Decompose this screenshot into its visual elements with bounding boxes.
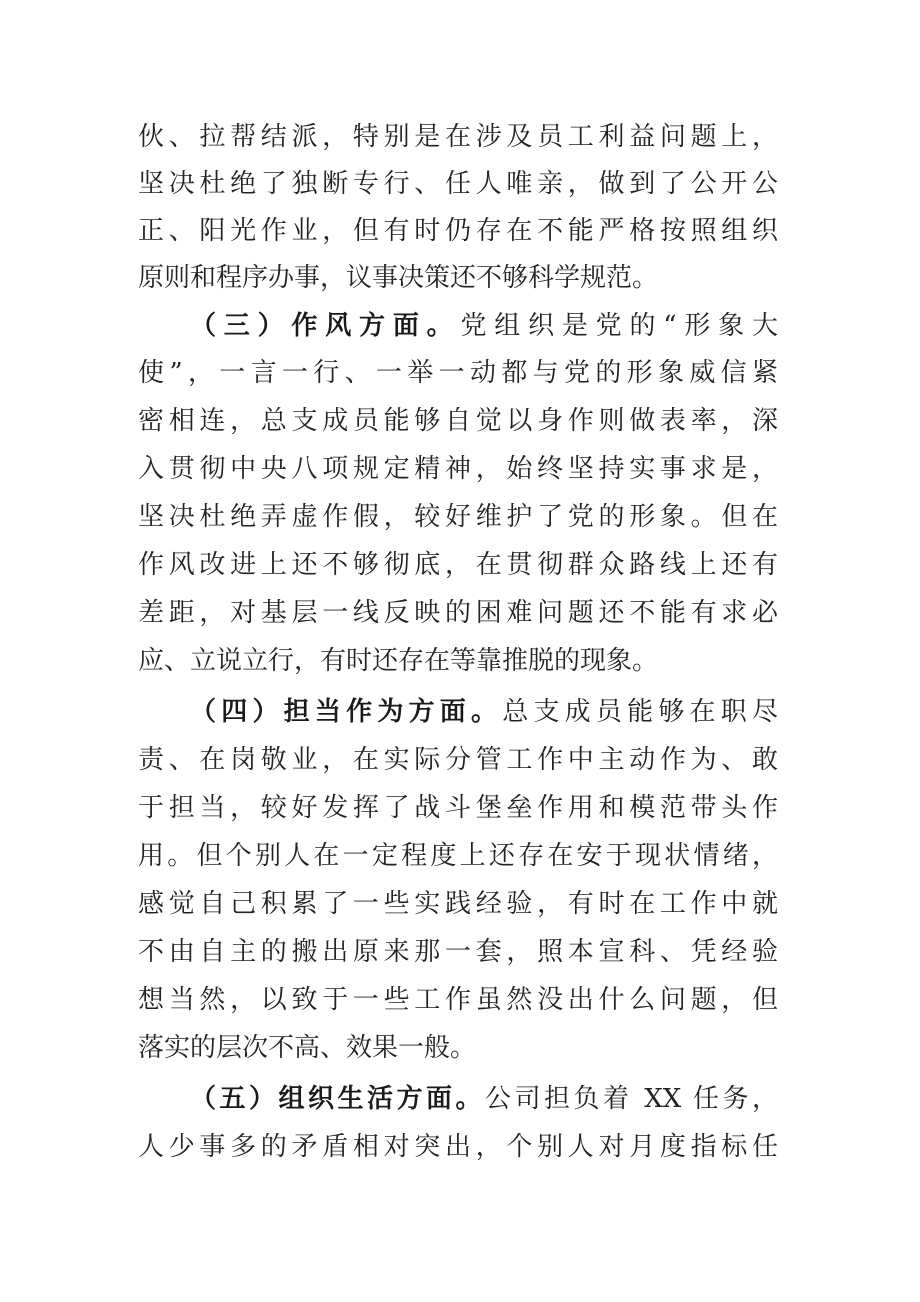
paragraph-line: 不由自主的搬出原来那一套，照本宣科、凭经验 bbox=[138, 937, 778, 967]
paragraph-line: 正、阳光作业，但有时仍存在不能严格按照组织 bbox=[138, 216, 778, 246]
section-heading: （三）作风方面。 bbox=[190, 311, 461, 341]
section-first-line bbox=[190, 1076, 778, 1122]
paragraph-line: 密相连，总支成员能够自觉以身作则做表率，深 bbox=[138, 406, 778, 436]
paragraph-line: 于担当，较好发挥了战斗堡垒作用和模范带头作 bbox=[138, 793, 778, 823]
section-text: 公司担负着 XX 任务， bbox=[484, 1084, 778, 1114]
paragraph-line: 坚决杜绝弄虚作假，较好维护了党的形象。但在 bbox=[138, 502, 778, 532]
section-first-line bbox=[190, 689, 778, 735]
paragraph-line: 落实的层次不高、效果一般。 bbox=[138, 1033, 477, 1063]
paragraph-line: 作风改进上还不够彻底，在贯彻群众路线上还有 bbox=[138, 550, 778, 580]
section-text: 总支成员能够在职尽 bbox=[502, 697, 778, 727]
paragraph-line: 入贯彻中央八项规定精神，始终坚持实事求是， bbox=[138, 454, 778, 484]
paragraph-line: 想当然，以致于一些工作虽然没出什么问题，但 bbox=[138, 985, 778, 1015]
paragraph-line: 感觉自己积累了一些实践经验，有时在工作中就 bbox=[138, 889, 778, 919]
paragraph-line: 人少事多的矛盾相对突出，个别人对月度指标任 bbox=[138, 1132, 778, 1162]
paragraph-line: 使”，一言一行、一举一动都与党的形象威信紧 bbox=[138, 358, 778, 388]
section-text: 党组织是党的“形象大 bbox=[460, 311, 778, 341]
paragraph-line: 伙、拉帮结派，特别是在涉及员工利益问题上， bbox=[138, 122, 778, 152]
paragraph-line: 责、在岗敬业，在实际分管工作中主动作为、敢 bbox=[138, 745, 778, 775]
section-first-line bbox=[190, 303, 778, 349]
paragraph-line: 应、立说立行，有时还存在等靠推脱的现象。 bbox=[138, 646, 659, 676]
paragraph-line: 差距，对基层一线反映的困难问题还不能有求必 bbox=[138, 598, 778, 628]
paragraph-line: 原则和程序办事，议事决策还不够科学规范。 bbox=[138, 263, 659, 293]
section-heading: （五）组织生活方面。 bbox=[190, 1084, 485, 1114]
paragraph-line: 用。但个别人在一定程度上还存在安于现状情绪， bbox=[138, 841, 778, 871]
section-heading: （四）担当作为方面。 bbox=[190, 697, 503, 727]
paragraph-line: 坚决杜绝了独断专行、任人唯亲，做到了公开公 bbox=[138, 169, 778, 199]
